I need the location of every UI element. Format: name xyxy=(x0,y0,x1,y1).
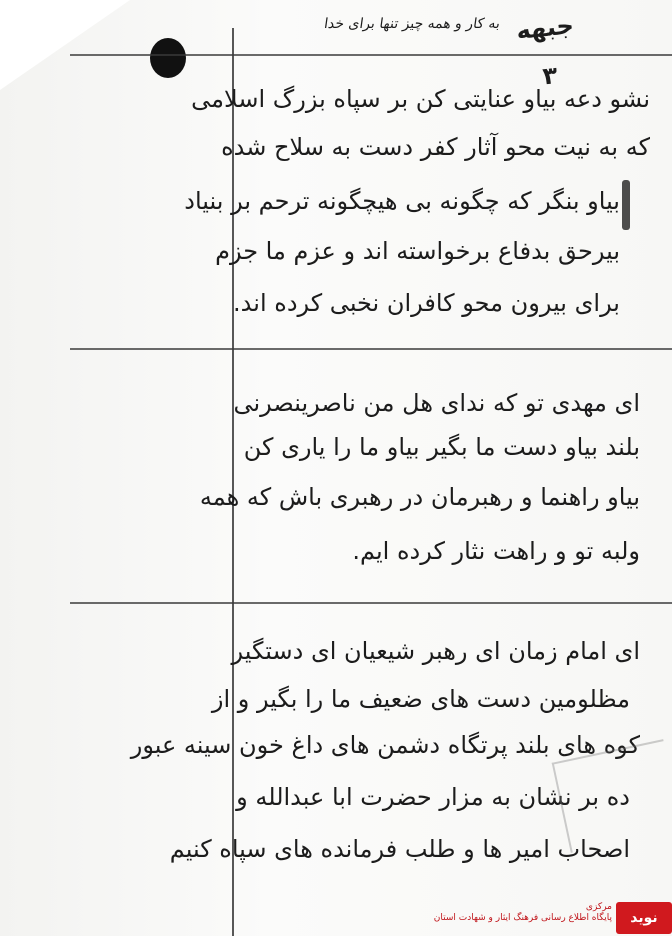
stanza-3-line-5: اصحاب امیر ها و طلب فرمانده های سپاه کنیم xyxy=(169,835,630,863)
watermark-logo xyxy=(392,900,672,936)
header-note: به کار و همه چیز تنها برای خدا xyxy=(323,16,502,32)
stanza-1-line-2: که به نیت محو آثار کفر دست به سلاح شده xyxy=(221,133,650,161)
stanza-2-line-2: بلند بیاو دست ما بگیر بیاو ما را یاری کن xyxy=(243,433,640,461)
watermark-text xyxy=(392,902,612,934)
stanza-1-line-4: بیرحق بدفاع برخواسته اند و عزم ما جزم xyxy=(215,237,620,265)
header-sign: جبهه ۳ xyxy=(514,11,576,91)
punch-hole xyxy=(150,38,186,78)
stanza-3-line-4: ده بر نشان به مزار حضرت ابا عبدالله و xyxy=(236,783,630,811)
stanza-1-line-1: نشو دعه بیاو عنایتی کن بر سپاه بزرگ اسلامی xyxy=(191,85,650,113)
stanza-3-line-2: مظلومین دست های ضعیف ما را بگیر و از xyxy=(211,685,630,713)
stanza-1-line-3: بیاو بنگر که چگونه بی هیچگونه ترحم بر بنیاد xyxy=(184,187,620,215)
watermark-badge: نوید xyxy=(616,902,672,934)
stanza-3-line-1: ای امام زمان ای رهبر شیعیان ای دستگیر xyxy=(231,637,640,665)
stanza-2-line-3: بیاو راهنما و رهبرمان در رهبری باش که همه xyxy=(199,483,640,511)
stanza-1-line-5: برای بیرون محو کافران نخبی کرده اند. xyxy=(233,289,620,317)
stanza-2-line-1: ای مهدی تو که ندای هل من ناصرینصرنی xyxy=(233,389,640,417)
stanza-3-line-3: کوه های بلند پرتگاه دشمن های داغ خون سینه عبور xyxy=(130,731,640,759)
divider-middle-2 xyxy=(70,602,672,604)
divider-middle-1 xyxy=(70,348,672,350)
stanza-2-line-4: ولبه تو و راهت نثار کرده ایم. xyxy=(352,537,640,565)
watermark-line-2: مرکزی xyxy=(585,902,612,912)
divider-top xyxy=(70,54,672,56)
watermark-line-1: پایگاه اطلاع رسانی فرهنگ ایثار و شهادت استان xyxy=(433,913,612,923)
ink-mark xyxy=(622,180,630,230)
